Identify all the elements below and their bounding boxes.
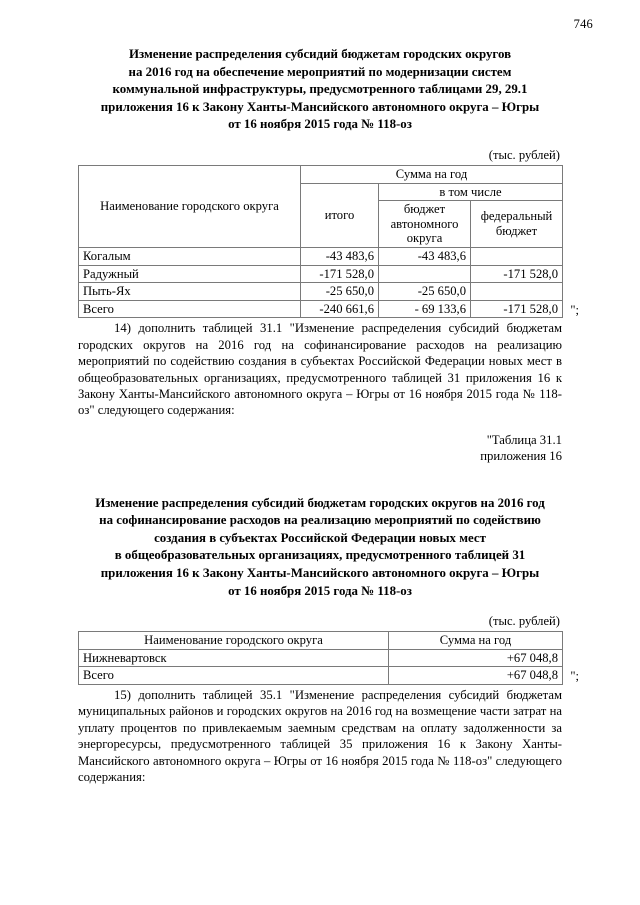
title-line: приложения 16 к Закону Ханты-Мансийского автономного округа – Югры <box>100 565 540 580</box>
header-cell-sum-for-year: Сумма на год <box>301 165 563 183</box>
title-line: в общеобразовательных организациях, предусмотренного таблицей 31 <box>114 548 526 563</box>
cell-total: -240 661,6 <box>301 300 379 318</box>
cell-municipality-name: Когалым <box>79 247 301 265</box>
header-cell-total: итого <box>301 183 379 247</box>
title-line: создания в субъектах Российской Федерации новых мест <box>154 530 486 545</box>
cell-federal-budget <box>471 247 563 265</box>
cell-federal-budget: -171 528,0 <box>471 265 563 283</box>
table-caption-31-1 <box>78 432 562 465</box>
paragraph-15 <box>78 687 562 785</box>
cell-total-label: Всего <box>79 667 389 685</box>
cell-municipality-name: Радужный <box>79 265 301 283</box>
header-cell-sum-for-year: Сумма на год <box>389 632 563 650</box>
subsidies-table-2 <box>78 631 563 685</box>
table-row <box>79 247 563 265</box>
title-line: на софинансирование расходов на реализацию мероприятий по содействию <box>99 513 541 528</box>
cell-autonomous-budget <box>379 265 471 283</box>
paragraph-14 <box>78 320 562 418</box>
title-line: приложения 16 к Закону Ханты-Мансийского автономного округа – Югры <box>100 99 540 114</box>
table-header-row <box>79 632 563 650</box>
cell-total-label: Всего <box>79 300 301 318</box>
document-title-2 <box>78 495 562 601</box>
header-cell-autonomous-budget: бюджет автономного округа <box>379 201 471 248</box>
title-line: Изменение распределения субсидий бюджетам городских округов на 2016 год <box>95 495 545 510</box>
cell-sum: +67 048,8 <box>389 667 563 685</box>
table-header-row <box>79 165 563 183</box>
header-cell-name: Наименование городского округа <box>79 165 301 247</box>
table-total-row <box>79 300 563 318</box>
cell-municipality-name: Нижневартовск <box>79 649 389 667</box>
table-row <box>79 283 563 301</box>
cell-sum: +67 048,8 <box>389 649 563 667</box>
page-content <box>78 46 579 785</box>
table2-closing-quote: "; <box>570 669 579 684</box>
cell-total: -43 483,6 <box>301 247 379 265</box>
title-line: Изменение распределения субсидий бюджетам городских округов <box>128 47 512 61</box>
paragraph-15-last-line: № 118-оз" следующего содержания: <box>78 753 563 784</box>
title-line: на 2016 год на обеспечение мероприятий по модернизации систем <box>128 64 512 79</box>
table1-closing-quote: "; <box>570 302 579 317</box>
table-row <box>79 265 563 283</box>
table2-wrapper <box>78 631 579 685</box>
document-title-1 <box>78 46 562 134</box>
paragraph-14-last-line: от 16 ноября 2015 года № 118-оз" следующего содержания: <box>78 386 562 418</box>
cell-autonomous-budget: -25 650,0 <box>379 283 471 301</box>
cell-autonomous-budget: -43 483,6 <box>379 247 471 265</box>
subsidies-table-1 <box>78 165 563 318</box>
header-cell-name: Наименование городского округа <box>79 632 389 650</box>
caption-line: "Таблица 31.1 <box>486 432 562 447</box>
header-cell-including: в том числе <box>379 183 563 201</box>
table1-wrapper <box>78 165 579 318</box>
cell-municipality-name: Пыть-Ях <box>79 283 301 301</box>
table-total-row <box>79 667 563 685</box>
cell-federal-budget: -171 528,0 <box>471 300 563 318</box>
title-line: от 16 ноября 2015 года № 118-оз <box>228 117 412 132</box>
title-line: от 16 ноября 2015 года № 118-оз <box>228 583 412 598</box>
caption-line: приложения 16 <box>480 449 562 464</box>
paragraph-14-text: 14) дополнить таблицей 31.1 "Изменение распределения субсидий бюджетам городских округов на 2016 год на софинансирование расходов на реализацию мероприятий по содействию создания в субъектах Российской Федерации новых мест в общеобразовательных организациях, предусмотренного таблицей 31 приложения 16 к Закону Ханты-Мансийского автономного округа – Югры <box>78 321 562 401</box>
table-row <box>79 649 563 667</box>
table2-units-label: (тыс. рублей) <box>488 614 560 629</box>
header-cell-federal-budget: федеральный бюджет <box>471 201 563 248</box>
cell-total: -171 528,0 <box>301 265 379 283</box>
page-number: 746 <box>573 17 593 31</box>
title-line: коммунальной инфраструктуры, предусмотренного таблицами 29, 29.1 <box>112 82 528 97</box>
cell-federal-budget <box>471 283 563 301</box>
cell-autonomous-budget: - 69 133,6 <box>379 300 471 318</box>
table1-units-label: (тыс. рублей) <box>488 147 560 162</box>
cell-total: -25 650,0 <box>301 283 379 301</box>
paragraph-15-text: 15) дополнить таблицей 35.1 "Изменение распределения субсидий бюджетам муниципальных районов и городских округов на 2016 год на возмещение части затрат на уплату процентов по привлекаемым заемным средствам на оплату задолженности за энергоресурсы, предусмотренного таблицей 35 приложения 16 к Закону Ханты-Мансийского автономного округа – Югры от 16 ноября 2015 года <box>78 687 562 768</box>
